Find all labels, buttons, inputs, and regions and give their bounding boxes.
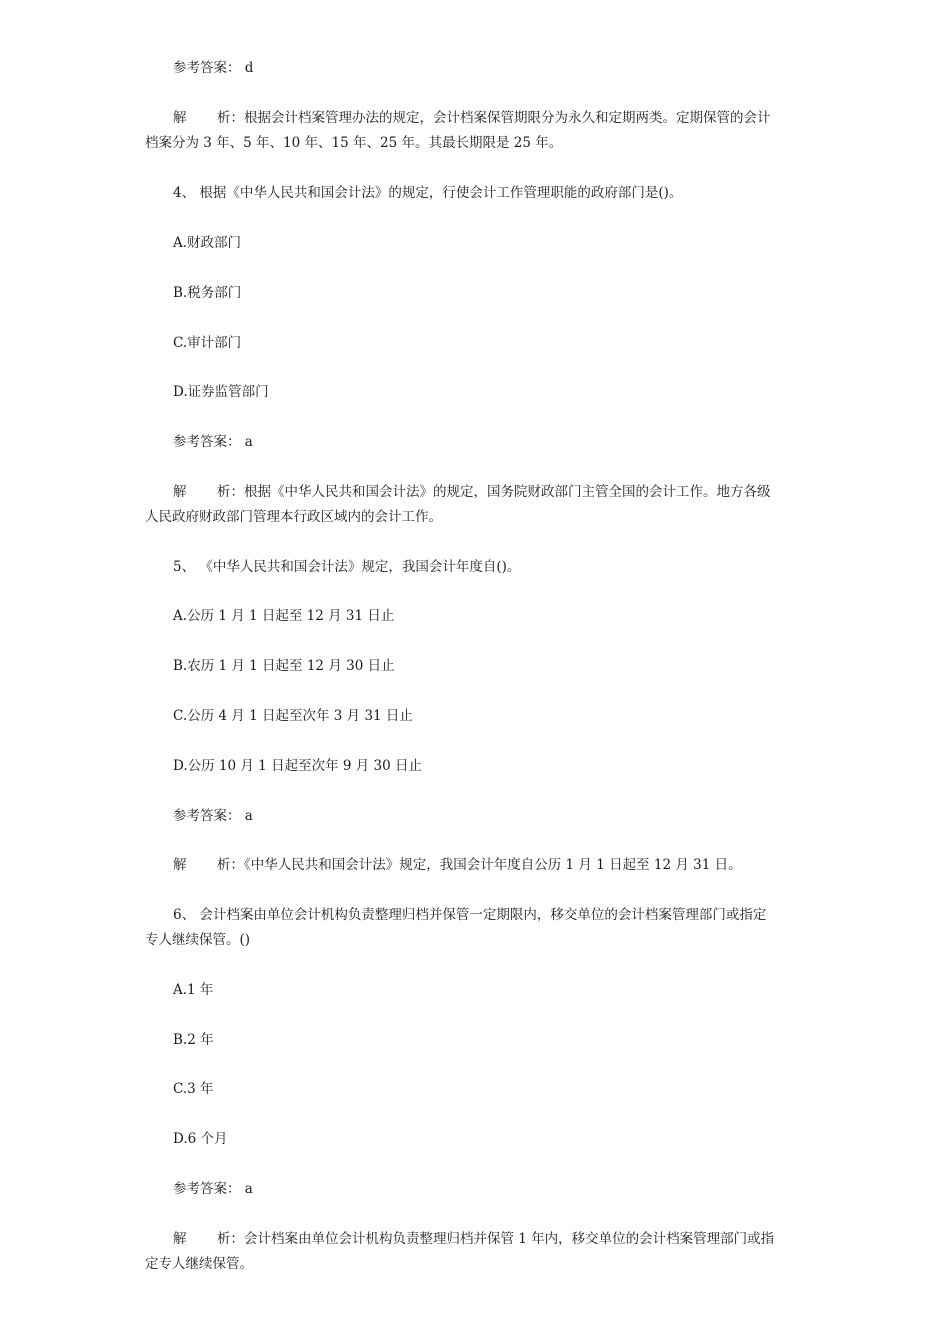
question-5-option-d: D.公历 10 月 1 日起至次年 9 月 30 日止: [173, 758, 422, 774]
question-4: 4、 根据《中华人民共和国会计法》的规定，行使会计工作管理职能的政府部门是()。: [173, 185, 683, 201]
explanation-label: 解: [173, 110, 187, 126]
answer-6: 参考答案： a: [173, 1181, 253, 1197]
question-5-option-c: C.公历 4 月 1 日起至次年 3 月 31 日止: [173, 708, 413, 724]
question-5-option-b: B.农历 1 月 1 日起至 12 月 30 日止: [173, 658, 395, 674]
explanation-6-line-1: [173, 1229, 774, 1249]
question-5-option-a: A.公历 1 月 1 日起至 12 月 31 日止: [173, 608, 395, 624]
explanation-text: 析：会计档案由单位会计机构负责整理归档并保管 1 年内，移交单位的会计档案管理部门或指: [217, 1231, 775, 1247]
explanation-text: 析：根据会计档案管理办法的规定，会计档案保管期限分为永久和定期两类。定期保管的会计: [217, 110, 771, 126]
explanation-4-line-1: [173, 482, 771, 502]
question-6-line-2: 专人继续保管。(): [145, 932, 251, 948]
explanation-text: 析：《中华人民共和国会计法》规定，我国会计年度自公历 1 月 1 日起至 12 月 31 日。: [217, 857, 742, 873]
question-4-option-c: C.审计部门: [173, 335, 242, 351]
question-5: 5、 《中华人民共和国会计法》规定，我国会计年度自()。: [173, 559, 521, 575]
question-6-option-b: B.2 年: [173, 1032, 214, 1048]
explanation-text: 析：根据《中华人民共和国会计法》的规定，国务院财政部门主管全国的会计工作。地方各级: [217, 484, 771, 500]
question-6-line-1: 6、 会计档案由单位会计机构负责整理归档并保管一定期限内，移交单位的会计档案管理部门或指定: [173, 907, 767, 923]
explanation-label: 解: [173, 857, 187, 873]
question-6-option-a: A.1 年: [173, 982, 214, 998]
question-4-option-d: D.证券监管部门: [173, 384, 269, 400]
explanation-4-line-2: 人民政府财政部门管理本行政区域内的会计工作。: [145, 509, 442, 525]
explanation-3-line-1: [173, 108, 771, 128]
question-4-option-b: B.税务部门: [173, 285, 242, 301]
explanation-label: 解: [173, 484, 187, 500]
answer-3: 参考答案： d: [173, 60, 254, 76]
explanation-label: 解: [173, 1231, 187, 1247]
explanation-5-line-1: [173, 855, 742, 875]
question-6-option-c: C.3 年: [173, 1081, 214, 1097]
answer-4: 参考答案： a: [173, 434, 253, 450]
question-4-option-a: A.财政部门: [173, 235, 242, 251]
question-6-option-d: D.6 个月: [173, 1131, 228, 1147]
explanation-6-line-2: 定专人继续保管。: [145, 1256, 253, 1272]
explanation-3-line-2: 档案分为 3 年、5 年、10 年、15 年、25 年。其最长期限是 25 年。: [145, 135, 563, 151]
answer-5: 参考答案： a: [173, 808, 253, 824]
